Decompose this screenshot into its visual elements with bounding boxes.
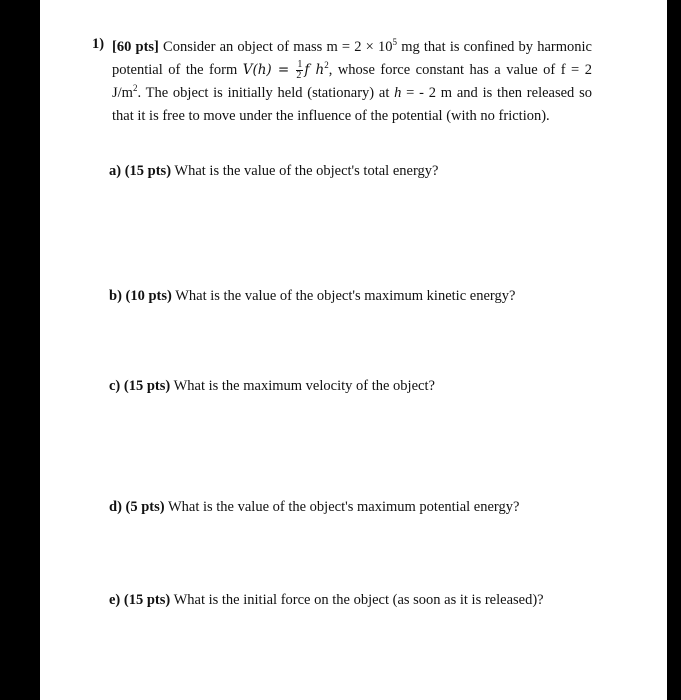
question-stem bbox=[112, 36, 592, 128]
question-points: [60 pts] bbox=[112, 39, 159, 55]
mass-exponent: 5 bbox=[392, 37, 398, 47]
part-c bbox=[109, 378, 435, 395]
initial-state-text: . The object is initially held (stationary) at bbox=[137, 85, 395, 101]
formula-rhs: f h bbox=[304, 62, 325, 78]
part-a-label: a) (15 pts) bbox=[109, 163, 172, 179]
one-half-fraction bbox=[296, 60, 303, 81]
release-text: = - 2 m and is then released so bbox=[401, 85, 592, 101]
unit-text: J/m bbox=[112, 85, 133, 101]
stem-line-1 bbox=[112, 36, 592, 59]
part-e bbox=[109, 592, 544, 609]
formula-lhs: V(h) = bbox=[242, 62, 296, 78]
part-b-label: b) (10 pts) bbox=[109, 288, 172, 304]
part-e-label: e) (15 pts) bbox=[109, 592, 171, 608]
stem-line-2 bbox=[112, 59, 592, 82]
stem-line-3 bbox=[112, 82, 592, 105]
fraction-denominator: 2 bbox=[296, 70, 302, 82]
mass-statement: Consider an object of mass m = 2 × 10 bbox=[163, 39, 393, 55]
stem-line-4: that it is free to move under the influence of the potential (with no friction). bbox=[112, 108, 550, 124]
part-a bbox=[109, 163, 438, 180]
potential-intro: potential of the form bbox=[112, 62, 243, 78]
part-d bbox=[109, 499, 519, 516]
force-constant-text: , whose force constant has a value of f = 2 bbox=[328, 62, 592, 78]
question-number: 1) bbox=[92, 36, 105, 52]
part-d-label: d) (5 pts) bbox=[109, 499, 165, 515]
part-e-text: What is the initial force on the object (as soon as it is released)? bbox=[170, 592, 544, 608]
part-b bbox=[109, 288, 515, 305]
height-variable: h bbox=[394, 85, 402, 101]
part-c-text: What is the maximum velocity of the object? bbox=[170, 378, 435, 394]
part-d-text: What is the value of the object's maximum potential energy? bbox=[164, 499, 520, 515]
part-a-text: What is the value of the object's total energy? bbox=[171, 163, 439, 179]
mass-tail: mg that is confined by harmonic bbox=[397, 39, 592, 55]
fraction-numerator: 1 bbox=[297, 59, 303, 71]
unit-exponent: 2 bbox=[132, 83, 138, 93]
part-c-label: c) (15 pts) bbox=[109, 378, 171, 394]
formula-exponent: 2 bbox=[324, 60, 329, 70]
part-b-text: What is the value of the object's maximum kinetic energy? bbox=[171, 288, 516, 304]
document-page bbox=[40, 0, 667, 700]
